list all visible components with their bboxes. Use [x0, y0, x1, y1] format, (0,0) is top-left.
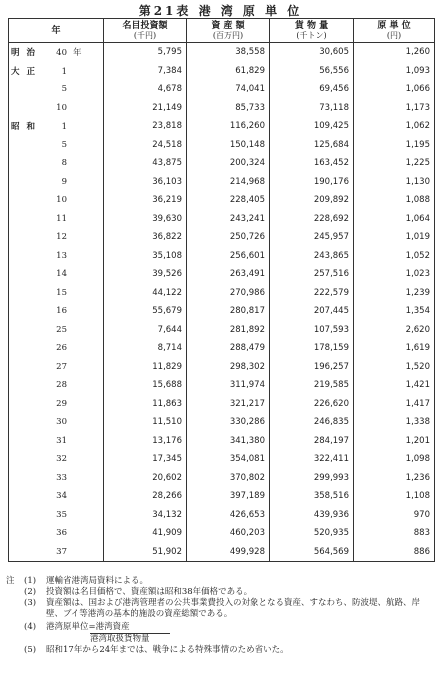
unit-formula: 港湾原単位=港湾資産 港湾取扱貨物量 — [46, 622, 436, 645]
table-row — [9, 43, 435, 62]
cell-unit-cost: 886 — [354, 543, 435, 562]
cell-investment: 55,679 — [104, 302, 187, 321]
header-assets-unit: (百万円) — [212, 30, 244, 40]
cell-cargo: 209,892 — [270, 191, 354, 210]
cell-assets: 256,601 — [187, 247, 270, 266]
note-4: (4) 港湾原単位=港湾資産 港湾取扱貨物量 — [6, 622, 436, 645]
cell-assets: 61,829 — [187, 62, 270, 81]
header-unit-cost-unit: (円) — [386, 30, 402, 40]
header-investment-unit: (千円) — [133, 30, 157, 40]
cell-year: 14 — [9, 265, 104, 284]
table-row — [9, 228, 435, 247]
cell-cargo: 243,865 — [270, 247, 354, 266]
cell-cargo: 107,593 — [270, 321, 354, 340]
cell-investment: 23,818 — [104, 117, 187, 136]
cell-unit-cost: 1,417 — [354, 395, 435, 414]
cell-year: 10 — [9, 191, 104, 210]
cell-unit-cost: 1,354 — [354, 302, 435, 321]
cell-year: 9 — [9, 173, 104, 192]
cell-investment: 11,863 — [104, 395, 187, 414]
cell-assets: 397,189 — [187, 487, 270, 506]
header-unit-cost: 原 単 位 (円) — [354, 19, 435, 43]
cell-assets: 330,286 — [187, 413, 270, 432]
table-row — [9, 80, 435, 99]
cell-cargo: 245,957 — [270, 228, 354, 247]
cell-unit-cost: 970 — [354, 506, 435, 525]
table-row — [9, 506, 435, 525]
note-1: 注 (1) 運輸省港湾局資料による。 — [6, 576, 149, 586]
cell-year: 31 — [9, 432, 104, 451]
note-2: (2) 投資額は名目価格で、資産額は昭和38年価格である。 — [24, 587, 253, 597]
cell-unit-cost: 1,098 — [354, 450, 435, 469]
table-row — [9, 450, 435, 469]
cell-investment: 36,103 — [104, 173, 187, 192]
header-year: 年 — [9, 19, 104, 43]
cell-year: 34 — [9, 487, 104, 506]
cell-investment: 51,902 — [104, 543, 187, 562]
note-3: (3) 資産額は、国および港湾管理者の公共事業費投入の対象となる資産、すなわち、防波堤、航路、岸壁、ブイ等港湾の基本的施設の資産総額である。 — [24, 598, 421, 619]
header-cargo: 貨 物 量 (千トン) — [270, 19, 354, 43]
cell-cargo: 520,935 — [270, 524, 354, 543]
cell-assets: 228,405 — [187, 191, 270, 210]
table-row — [9, 339, 435, 358]
cell-investment: 35,108 — [104, 247, 187, 266]
cell-cargo: 56,556 — [270, 62, 354, 81]
cell-unit-cost: 1,338 — [354, 413, 435, 432]
cell-assets: 200,324 — [187, 154, 270, 173]
cell-year: 25 — [9, 321, 104, 340]
cell-unit-cost: 1,019 — [354, 228, 435, 247]
table-row — [9, 62, 435, 81]
cell-assets: 426,653 — [187, 506, 270, 525]
cell-investment: 44,122 — [104, 284, 187, 303]
table-row — [9, 395, 435, 414]
cell-year: 昭 和 1 — [9, 117, 104, 136]
cell-unit-cost: 1,052 — [354, 247, 435, 266]
cell-investment: 39,630 — [104, 210, 187, 229]
table-row — [9, 524, 435, 543]
table-row — [9, 321, 435, 340]
cell-cargo: 207,445 — [270, 302, 354, 321]
cell-year: 11 — [9, 210, 104, 229]
table-row — [9, 117, 435, 136]
cell-investment: 7,384 — [104, 62, 187, 81]
cell-assets: 38,558 — [187, 43, 270, 62]
cell-year: 26 — [9, 339, 104, 358]
table-title: 第21表 港 湾 原 単 位 — [138, 4, 303, 18]
cell-investment: 34,132 — [104, 506, 187, 525]
cell-unit-cost: 1,108 — [354, 487, 435, 506]
cell-unit-cost: 1,520 — [354, 358, 435, 377]
cell-unit-cost: 1,239 — [354, 284, 435, 303]
cell-year: 30 — [9, 413, 104, 432]
cell-unit-cost: 1,421 — [354, 376, 435, 395]
cell-cargo: 228,692 — [270, 210, 354, 229]
cell-unit-cost: 1,225 — [354, 154, 435, 173]
cell-year: 27 — [9, 358, 104, 377]
cell-cargo: 246,835 — [270, 413, 354, 432]
cell-year: 29 — [9, 395, 104, 414]
cell-year: 8 — [9, 154, 104, 173]
cell-year: 36 — [9, 524, 104, 543]
cell-investment: 13,176 — [104, 432, 187, 451]
cell-investment: 17,345 — [104, 450, 187, 469]
cell-year: 13 — [9, 247, 104, 266]
cell-assets: 116,260 — [187, 117, 270, 136]
notes — [6, 576, 436, 656]
cell-assets: 280,817 — [187, 302, 270, 321]
cell-unit-cost: 1,062 — [354, 117, 435, 136]
cell-cargo: 322,411 — [270, 450, 354, 469]
cell-cargo: 284,197 — [270, 432, 354, 451]
cell-unit-cost: 1,023 — [354, 265, 435, 284]
cell-cargo: 222,579 — [270, 284, 354, 303]
cell-cargo: 299,993 — [270, 469, 354, 488]
cell-unit-cost: 1,093 — [354, 62, 435, 81]
cell-investment: 28,266 — [104, 487, 187, 506]
cell-unit-cost: 1,619 — [354, 339, 435, 358]
cell-investment: 4,678 — [104, 80, 187, 99]
table-row — [9, 413, 435, 432]
cell-year: 明 治 40 年 — [9, 43, 104, 62]
cell-unit-cost: 1,201 — [354, 432, 435, 451]
harbor-unit-table — [8, 18, 435, 562]
table-row — [9, 191, 435, 210]
cell-cargo: 73,118 — [270, 99, 354, 118]
cell-unit-cost: 1,173 — [354, 99, 435, 118]
cell-investment: 21,149 — [104, 99, 187, 118]
cell-investment: 36,219 — [104, 191, 187, 210]
cell-year: 28 — [9, 376, 104, 395]
cell-unit-cost: 1,088 — [354, 191, 435, 210]
cell-investment: 36,822 — [104, 228, 187, 247]
table-body — [9, 43, 435, 562]
cell-assets: 243,241 — [187, 210, 270, 229]
cell-assets: 311,974 — [187, 376, 270, 395]
cell-unit-cost: 1,195 — [354, 136, 435, 155]
table-row — [9, 173, 435, 192]
cell-assets: 281,892 — [187, 321, 270, 340]
header-investment: 名目投資額 (千円) — [104, 19, 187, 43]
cell-investment: 41,909 — [104, 524, 187, 543]
cell-investment: 39,526 — [104, 265, 187, 284]
cell-year: 5 — [9, 80, 104, 99]
cell-unit-cost: 1,130 — [354, 173, 435, 192]
cell-cargo: 219,585 — [270, 376, 354, 395]
cell-assets: 354,081 — [187, 450, 270, 469]
cell-assets: 288,479 — [187, 339, 270, 358]
cell-assets: 499,928 — [187, 543, 270, 562]
table-row — [9, 487, 435, 506]
table-row — [9, 265, 435, 284]
cell-unit-cost: 1,236 — [354, 469, 435, 488]
cell-cargo: 358,516 — [270, 487, 354, 506]
cell-cargo: 109,425 — [270, 117, 354, 136]
cell-unit-cost: 883 — [354, 524, 435, 543]
cell-investment: 15,688 — [104, 376, 187, 395]
cell-cargo: 69,456 — [270, 80, 354, 99]
cell-cargo: 163,452 — [270, 154, 354, 173]
cell-assets: 460,203 — [187, 524, 270, 543]
cell-unit-cost: 1,064 — [354, 210, 435, 229]
cell-unit-cost: 2,620 — [354, 321, 435, 340]
table-row — [9, 302, 435, 321]
table-row — [9, 432, 435, 451]
cell-cargo: 226,620 — [270, 395, 354, 414]
cell-assets: 341,380 — [187, 432, 270, 451]
cell-cargo: 257,516 — [270, 265, 354, 284]
cell-assets: 298,302 — [187, 358, 270, 377]
cell-unit-cost: 1,066 — [354, 80, 435, 99]
cell-assets: 321,217 — [187, 395, 270, 414]
cell-year: 37 — [9, 543, 104, 562]
header-assets: 資 産 額 (百万円) — [187, 19, 270, 43]
cell-investment: 8,714 — [104, 339, 187, 358]
table-row — [9, 284, 435, 303]
cell-assets: 370,802 — [187, 469, 270, 488]
cell-investment: 20,602 — [104, 469, 187, 488]
cell-year: 33 — [9, 469, 104, 488]
notes-label: 注 — [6, 576, 15, 586]
table-row — [9, 376, 435, 395]
cell-cargo: 190,176 — [270, 173, 354, 192]
cell-year: 10 — [9, 99, 104, 118]
cell-cargo: 196,257 — [270, 358, 354, 377]
cell-cargo: 439,936 — [270, 506, 354, 525]
header-row — [9, 19, 435, 43]
table-row — [9, 154, 435, 173]
cell-investment: 5,795 — [104, 43, 187, 62]
cell-investment: 24,518 — [104, 136, 187, 155]
cell-investment: 11,510 — [104, 413, 187, 432]
table-row — [9, 469, 435, 488]
cell-cargo: 564,569 — [270, 543, 354, 562]
cell-investment: 7,644 — [104, 321, 187, 340]
note-5: (5) 昭和17年から24年までは、戦争による特殊事情のため省いた。 — [24, 645, 289, 655]
cell-assets: 85,733 — [187, 99, 270, 118]
cell-year: 15 — [9, 284, 104, 303]
table-row — [9, 99, 435, 118]
cell-year: 32 — [9, 450, 104, 469]
table-row — [9, 210, 435, 229]
table-row — [9, 358, 435, 377]
cell-assets: 150,148 — [187, 136, 270, 155]
cell-year: 12 — [9, 228, 104, 247]
cell-cargo: 125,684 — [270, 136, 354, 155]
cell-investment: 11,829 — [104, 358, 187, 377]
cell-year: 大 正 1 — [9, 62, 104, 81]
cell-year: 35 — [9, 506, 104, 525]
cell-cargo: 30,605 — [270, 43, 354, 62]
cell-unit-cost: 1,260 — [354, 43, 435, 62]
table-row — [9, 543, 435, 562]
cell-year: 5 — [9, 136, 104, 155]
table-row — [9, 136, 435, 155]
cell-cargo: 178,159 — [270, 339, 354, 358]
cell-assets: 214,968 — [187, 173, 270, 192]
cell-year: 16 — [9, 302, 104, 321]
header-cargo-unit: (千トン) — [296, 30, 327, 40]
cell-assets: 263,491 — [187, 265, 270, 284]
cell-assets: 270,986 — [187, 284, 270, 303]
cell-assets: 250,726 — [187, 228, 270, 247]
cell-investment: 43,875 — [104, 154, 187, 173]
table-row — [9, 247, 435, 266]
cell-assets: 74,041 — [187, 80, 270, 99]
